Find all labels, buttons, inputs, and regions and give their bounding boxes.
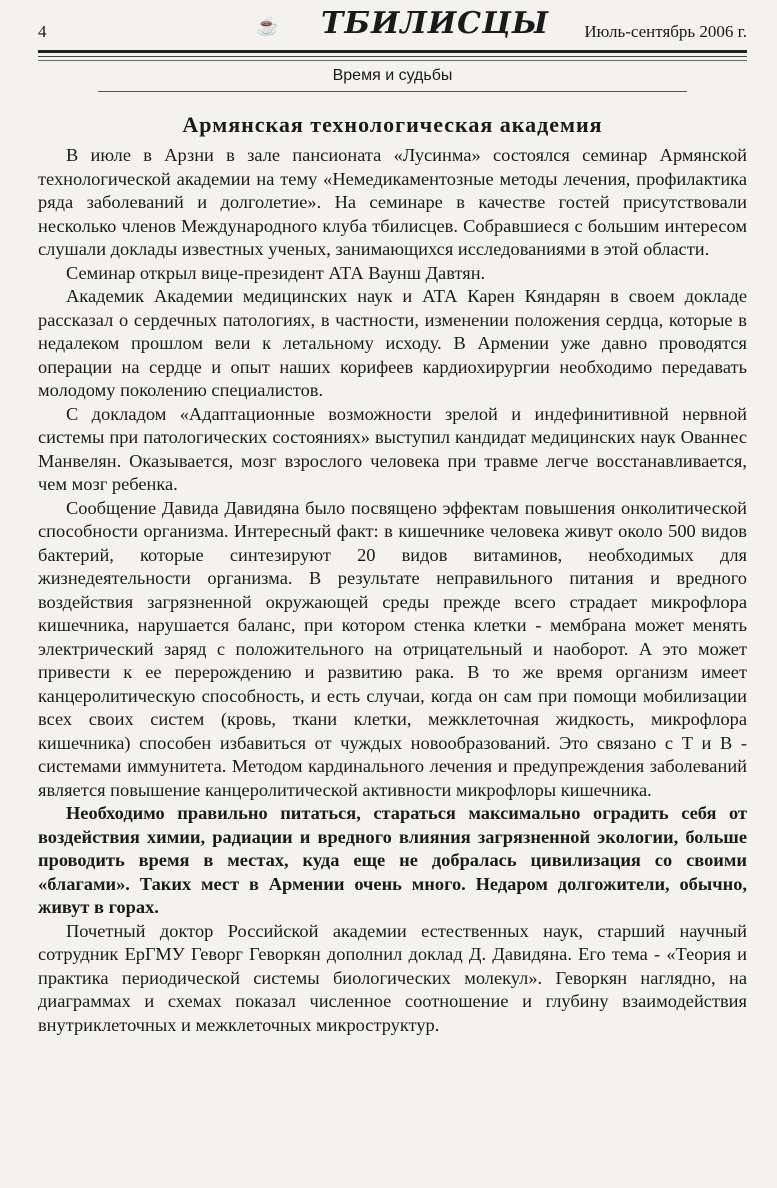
article-paragraph-emphasis: Необходимо правильно питаться, стараться максимально оградить себя от воздействия химии, радиации и вредного влияния загрязненной экологии, больше проводить время в местах, куда еще не добралась цивилизация со своими «благами». Таких мест в Армении очень много. Недаром долгожители, обычно, живут в горах. [38,803,747,917]
header-rule [38,60,747,61]
article-body [38,144,747,1037]
page-number: 4 [38,22,47,41]
issue-date: Июль-сентябрь 2006 г. [584,22,747,41]
section-rule [98,91,687,92]
masthead-logo: ТБИЛИСЦЫ [321,6,550,41]
masthead-emblem-icon: ☕ [256,16,279,36]
article-paragraph: В июле в Арзни в зале пансионата «Лусинма» состоялся семинар Армянской технологической академии на тему «Немедикаментозные методы лечения, профилактика ряда заболеваний и долголетие». На семинаре в качестве гостей присутствовали несколько членов Международного клуба тбилисцев. Собравшиеся с большим интересом слушали доклады известных ученых, занимающихся исследованиями в этой области. [38,145,747,259]
header-rule [38,56,747,57]
article-paragraph: Академик Академии медицинских наук и АТА Карен Кяндарян в своем докладе рассказал о сердечных патологиях, в частности, изменении положения сердца, которые в недалеком прошлом вели к летальному исходу. В Армении уже давно проводятся операции на сердце и опыт наших корифеев кардиохирургии необходимо передавать молодому поколению специалистов. [38,286,747,400]
article-paragraph: Семинар открыл вице-президент АТА Ваунш Давтян. [66,262,486,283]
page-header [38,0,747,50]
header-rule [38,50,747,53]
article-paragraph: Почетный доктор Российской академии естественных наук, старший научный сотрудник ЕрГМУ Геворг Геворкян дополнил доклад Д. Давидяна. Его тема - «Теория и практика периодической системы биологических молекул». Геворкян наглядно, на диаграммах и схемах показал численное соотношение и глубину взаимодействия внутриклеточных и межклеточных микроструктур. [38,920,747,1035]
section-title: Время и судьбы [332,67,453,84]
article-paragraph: С докладом «Адаптационные возможности зрелой и индефинитивной нервной системы при патологических состояниях» выступил кандидат медицинских наук Ованнес Манвелян. Оказывается, мозг взрослого человека при травме легче восстанавливается, чем мозг ребенка. [38,403,747,494]
article-paragraph: Сообщение Давида Давидяна было посвящено эффектам повышения онколитической способности организма. Интересный факт: в кишечнике человека живут около 500 видов бактерий, которые синтезируют 20 видов витаминов, необходимых для жизнедеятельности организма. В результате неправильного питания и вредного воздействия загрязненной окружающей среды прежде всего страдает микрофлора кишечника, нарушается баланс, при котором стенка клетки - мембрана может менять электрический заряд с положительного на отрицательный и наоборот. А это может привести к ее перерождению и развитию рака. В то же время организм имеет канцеролитическую способность, и есть случаи, когда он сам при помощи мобилизации всех своих систем (кровь, ткани клетки, межклеточная жидкость, микрофлора кишечника) способен избавиться от чуждых новообразований. Это связано с Т и В - системами иммунитета. Методом кардинального лечения и предупреждения заболеваний является повышение канцеролитической активности микрофлоры кишечника. [38,497,747,800]
article-title: Армянская технологическая академия [182,112,603,137]
